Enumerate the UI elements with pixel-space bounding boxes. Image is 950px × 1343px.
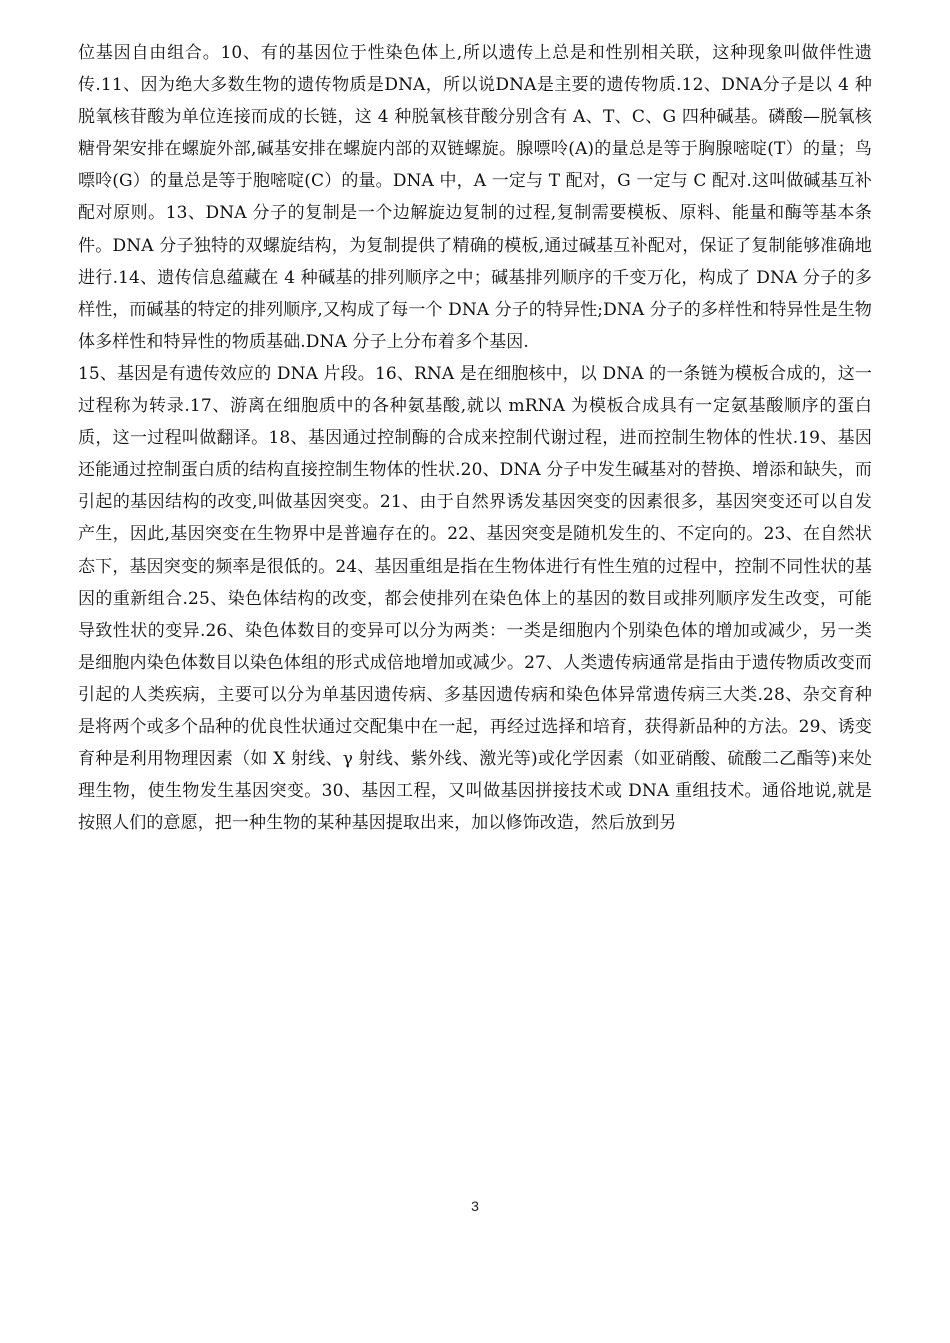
paragraph-1: 位基因自由组合。10、有的基因位于性染色体上,所以遗传上总是和性别相关联，这种现象叫做伴性遗传.11、因为绝大多数生物的遗传物质是DNA，所以说DNA是主要的遗传物质.12、DNA分子是以 4 种脱氧核苷酸为单位连接而成的长链，这 4 种脱氧核苷酸分别含有 A、T、C、G 四种碱基。磷酸—脱氧核糖骨架安排在螺旋外部,碱基安排在螺旋内部的双链螺旋。腺嘌呤(A)的量总是等于胸腺嘧啶(T）的量；鸟嘌呤(G）的量总是等于胞嘧啶(C）的量。DNA 中，A 一定与 T 配对，G 一定与 C 配对.这叫做碱基互补配对原则。13、DNA 分子的复制是一个边解旋边复制的过程,复制需要模板、原料、能量和酶等基本条件。DNA 分子独特的双螺旋结构，为复制提供了精确的模板,通过碱基互补配对，保证了复制能够准确地进行.14、遗传信息蕴藏在 4 种碱基的排列顺序之中；碱基排列顺序的千变万化，构成了 DNA 分子的多样性，而碱基的特定的排列顺序,又构成了每一个 DNA 分子的特异性;DNA 分子的多样性和特异性是生物体多样性和特异性的物质基础.DNA 分子上分布着多个基因. <box>78 43 873 352</box>
body-text <box>78 37 872 839</box>
page-number: 3 <box>471 1198 479 1214</box>
paragraph-2: 15、基因是有遗传效应的 DNA 片段。16、RNA 是在细胞核中，以 DNA 的一条链为模板合成的，这一过程称为转录.17、游离在细胞质中的各种氨基酸,就以 mRNA 为模板合成具有一定氨基酸顺序的蛋白质，这一过程叫做翻译。18、基因通过控制酶的合成来控制代谢过程，进而控制生物体的性状.19、基因还能通过控制蛋白质的结构直接控制生物体的性状.20、DNA 分子中发生碱基对的替换、增添和缺失，而引起的基因结构的改变,叫做基因突变。21、由于自然界诱发基因突变的因素很多，基因突变还可以自发产生，因此,基因突变在生物界中是普遍存在的。22、基因突变是随机发生的、不定向的。23、在自然状态下，基因突变的频率是很低的。24、基因重组是指在生物体进行有性生殖的过程中，控制不同性状的基因的重新组合.25、染色体结构的改变，都会使排列在染色体上的基因的数目或排列顺序发生改变，可能导致性状的变异.26、染色体数目的变异可以分为两类：一类是细胞内个别染色体的增加或减少，另一类是细胞内染色体数目以染色体组的形式成倍地增加或减少。27、人类遗传病通常是指由于遗传物质改变而引起的人类疾病，主要可以分为单基因遗传病、多基因遗传病和染色体异常遗传病三大类.28、杂交育种是将两个或多个品种的优良性状通过交配集中在一起，再经过选择和培育，获得新品种的方法。29、诱变育种是利用物理因素（如 X 射线、γ 射线、紫外线、激光等)或化学因素（如亚硝酸、硫酸二乙酯等)来处理生物，使生物发生基因突变。30、基因工程，又叫做基因拼接技术或 DNA 重组技术。通俗地说,就是按照人们的意愿，把一种生物的某种基因提取出来，加以修饰改造，然后放到另 <box>78 363 872 834</box>
